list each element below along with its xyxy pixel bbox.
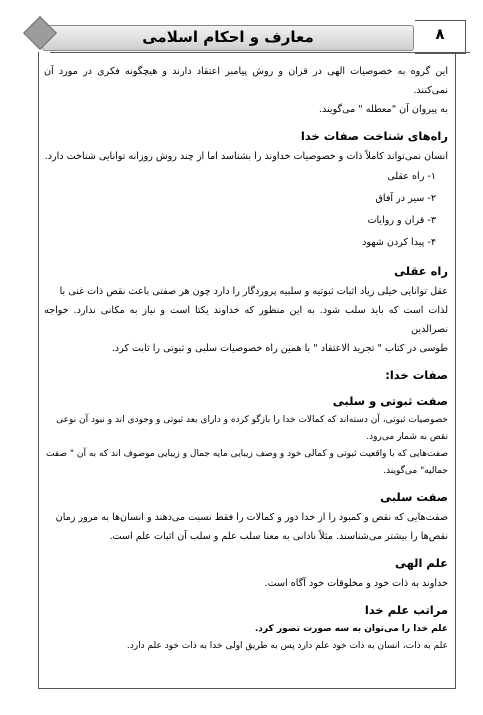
ways-text: انسان نمی‌تواند کاملاً ذات و خصوصیات خداوند را بشناسد اما از چند روش روزانه توانایی شناخت دارد. xyxy=(44,151,448,162)
header-rule xyxy=(50,52,470,53)
negative-line-2: نقص‌ها را بیشتر می‌شناسند. مثلاً نادانی به معنا سلب علم و سلب آن اثبات علم است. xyxy=(109,531,448,542)
intro-line-2: به پیروان آن "معطله " می‌گویند. xyxy=(318,104,448,115)
positive-line-3: صفت‌هایی که با واقعیت ثبوتی و کمالی خود و وصف زیبایی مایه جمال و زیبایی موصوف اند که به آن " صفت xyxy=(45,449,448,459)
title-banner xyxy=(42,25,414,51)
frame-left-rule xyxy=(38,52,39,688)
section-heading-reason: راه عقلی xyxy=(394,264,448,278)
negative-line-1: صفت‌هایی که نقص و کمبود را از خدا دور و کمالات را فقط نسبت می‌دهند و انسان‌ها به مرور زمان xyxy=(55,512,448,523)
book-title: معارف و احکام اسلامی xyxy=(142,28,314,46)
levels-line-1: علم خدا را می‌توان به سه صورت تصور کرد. xyxy=(254,624,448,634)
positive-line-2: نقص به شمار می‌رود. xyxy=(366,432,448,442)
reason-line-1: عقل توانایی خیلی زیاد اثبات ثبوتیه و سلبیه پروردگار را دارد چون هر صفتی باعث نقص ذات غنی با xyxy=(59,286,448,297)
ways-list xyxy=(44,166,448,254)
section-heading-negative: صفت سلبی xyxy=(380,490,448,504)
page-number: ۸ xyxy=(435,25,445,43)
page-number-box xyxy=(415,20,466,54)
list-item: ۲- سیر در آفاق xyxy=(375,193,436,204)
section-heading-attributes: صفات خدا: xyxy=(385,368,448,382)
section-heading-knowledge: علم الهی xyxy=(394,556,448,570)
positive-line-4: جمالیه" می‌گویند. xyxy=(383,466,448,476)
list-item: ۳- قران و روایات xyxy=(367,215,436,226)
intro-line-1: این گروه به خصوصیات الهی در قران و روش پیامبر اعتقاد دارند و هیچگونه فکری در مورد آن نمی‌کنند. xyxy=(44,66,448,96)
list-item: ۱- راه عقلی xyxy=(387,171,436,182)
page-header xyxy=(10,18,470,52)
page-content xyxy=(44,62,448,655)
reason-line-2: لذات است که باید سلب شود. به این منظور که خداوند یکتا است و نیاز به مکانی ندارد. خواجه نصرالدین xyxy=(44,305,448,335)
section-heading-levels: مراتب علم خدا xyxy=(364,603,448,617)
section-heading-ways: راه‌های شناخت صفات خدا xyxy=(300,129,448,143)
knowledge-text: خداوند به ذات خود و مخلوقات خود آگاه است. xyxy=(264,578,448,589)
levels-line-2: علم به ذات، انسان به ذات خود علم دارد پس به طریق اولی خدا به ذات خود علم دارد. xyxy=(126,641,448,651)
frame-bottom-rule xyxy=(38,688,456,689)
section-heading-positive: صفت ثبوتی و سلبی xyxy=(332,394,448,408)
list-item: ۴- پیدا کردن شهود xyxy=(362,237,436,248)
positive-line-1: خصوصیات ثبوتی، آن دسته‌اند که کمالات خدا را بازگو کرده و دارای بعد ثبوتی و وجودی اند و نبود آن نوعی xyxy=(56,415,448,425)
frame-right-rule xyxy=(455,52,456,688)
reason-line-3: طوسی در کتاب " تجرید الاعتقاد " با همین راه خصوصیات سلبی و ثبوتی را ثابت کرد. xyxy=(111,343,448,354)
